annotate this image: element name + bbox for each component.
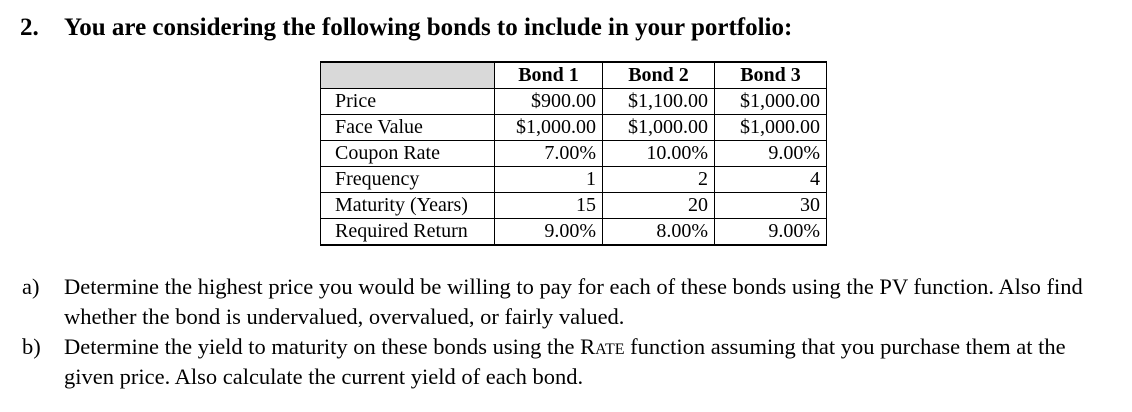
question-part-a — [22, 272, 1112, 332]
table-cell: $1,000.00 — [603, 115, 715, 141]
row-label: Frequency — [321, 167, 495, 193]
table-cell: $1,000.00 — [715, 115, 827, 141]
column-header: Bond 1 — [495, 62, 603, 89]
table-cell: 9.00% — [715, 141, 827, 167]
table-row — [321, 89, 827, 115]
table-cell: 7.00% — [495, 141, 603, 167]
part-text-before: Determine the highest price you would be willing to pay for each of these bonds using the PV function. Also find whether the bond is undervalued, overvalued, or fairly valued. — [64, 274, 1083, 329]
table-row — [321, 141, 827, 167]
table-row — [321, 193, 827, 219]
row-label: Price — [321, 89, 495, 115]
table-cell: 10.00% — [603, 141, 715, 167]
table-corner-cell — [321, 62, 495, 89]
row-label: Maturity (Years) — [321, 193, 495, 219]
question-heading — [20, 14, 792, 42]
question-title: You are considering the following bonds to include in your portfolio: — [64, 14, 793, 41]
part-text-after: function assuming that you purchase them at the given price. Also calculate the current yield of each bond. — [64, 334, 1066, 389]
part-text — [64, 272, 1112, 332]
table-row — [321, 115, 827, 141]
table-cell: 2 — [603, 167, 715, 193]
column-header: Bond 2 — [603, 62, 715, 89]
table-row — [321, 167, 827, 193]
part-marker: b) — [22, 334, 41, 359]
table-cell: $1,100.00 — [603, 89, 715, 115]
table-cell: 30 — [715, 193, 827, 219]
table-cell: $900.00 — [495, 89, 603, 115]
table-header-row — [321, 62, 827, 89]
table-cell: $1,000.00 — [715, 89, 827, 115]
part-marker: a) — [22, 274, 40, 299]
column-header: Bond 3 — [715, 62, 827, 89]
row-label: Coupon Rate — [321, 141, 495, 167]
row-label: Required Return — [321, 219, 495, 246]
table-cell: $1,000.00 — [495, 115, 603, 141]
table-cell: 9.00% — [715, 219, 827, 246]
row-label: Face Value — [321, 115, 495, 141]
table-cell: 4 — [715, 167, 827, 193]
table-cell: 9.00% — [495, 219, 603, 246]
bond-table — [320, 61, 827, 246]
table-row — [321, 219, 827, 246]
part-text — [64, 332, 1112, 392]
table-cell: 15 — [495, 193, 603, 219]
question-parts — [22, 272, 1112, 392]
table-cell: 8.00% — [603, 219, 715, 246]
question-number: 2. — [20, 14, 39, 41]
table-cell: 1 — [495, 167, 603, 193]
function-name: Rate — [580, 334, 625, 359]
table-cell: 20 — [603, 193, 715, 219]
part-text-before: Determine the yield to maturity on these bonds using the — [64, 334, 581, 359]
question-part-b — [22, 332, 1112, 392]
